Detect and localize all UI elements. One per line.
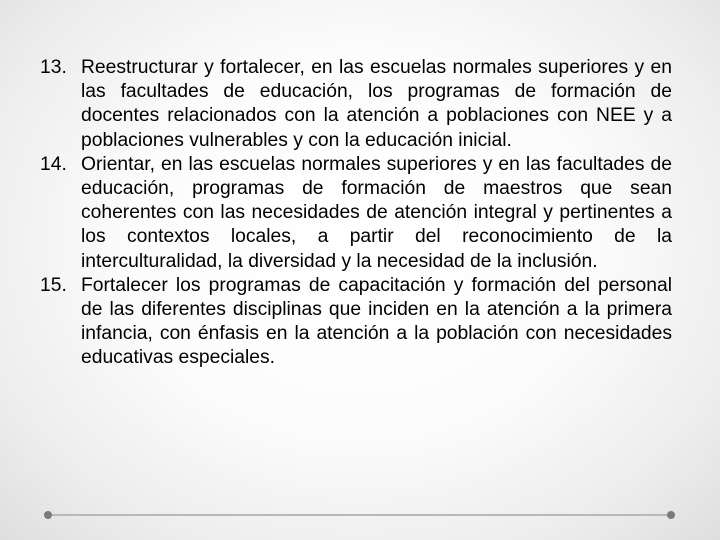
list-item-15	[40, 274, 672, 371]
list-item-number: 14.	[40, 153, 67, 175]
footer-divider-right-dot	[667, 511, 675, 519]
list-item-13	[40, 56, 672, 153]
list-item-14	[40, 153, 672, 274]
list-item-number: 15.	[40, 274, 67, 296]
slide-body	[40, 56, 672, 371]
list-item-text: Fortalecer los programas de capacitación y formación del personal de las diferentes disciplinas que inciden en la atención a la primera infancia, con énfasis en la atención a la población con necesidades educativas especiales.	[81, 274, 672, 369]
list-item-number: 13.	[40, 57, 67, 78]
footer-divider-line	[49, 514, 671, 516]
footer-divider-left-dot	[44, 511, 52, 519]
list-item-text: Reestructurar y fortalecer, en las escuelas normales superiores y en las facultades de educación, los programas de formación de docentes relacionados con la atención a poblaciones con NEE y a poblaciones vulnerables y con la educación inicial.	[81, 57, 672, 151]
numbered-list	[40, 56, 672, 371]
list-item-text: Orientar, en las escuelas normales superiores y en las facultades de educación, programas de formación de maestros que sean coherentes con las necesidades de atención integral y pertinentes a los contextos locales, a partir del reconocimiento de la interculturalidad, la diversidad y la necesidad de la inclusión.	[81, 153, 672, 272]
